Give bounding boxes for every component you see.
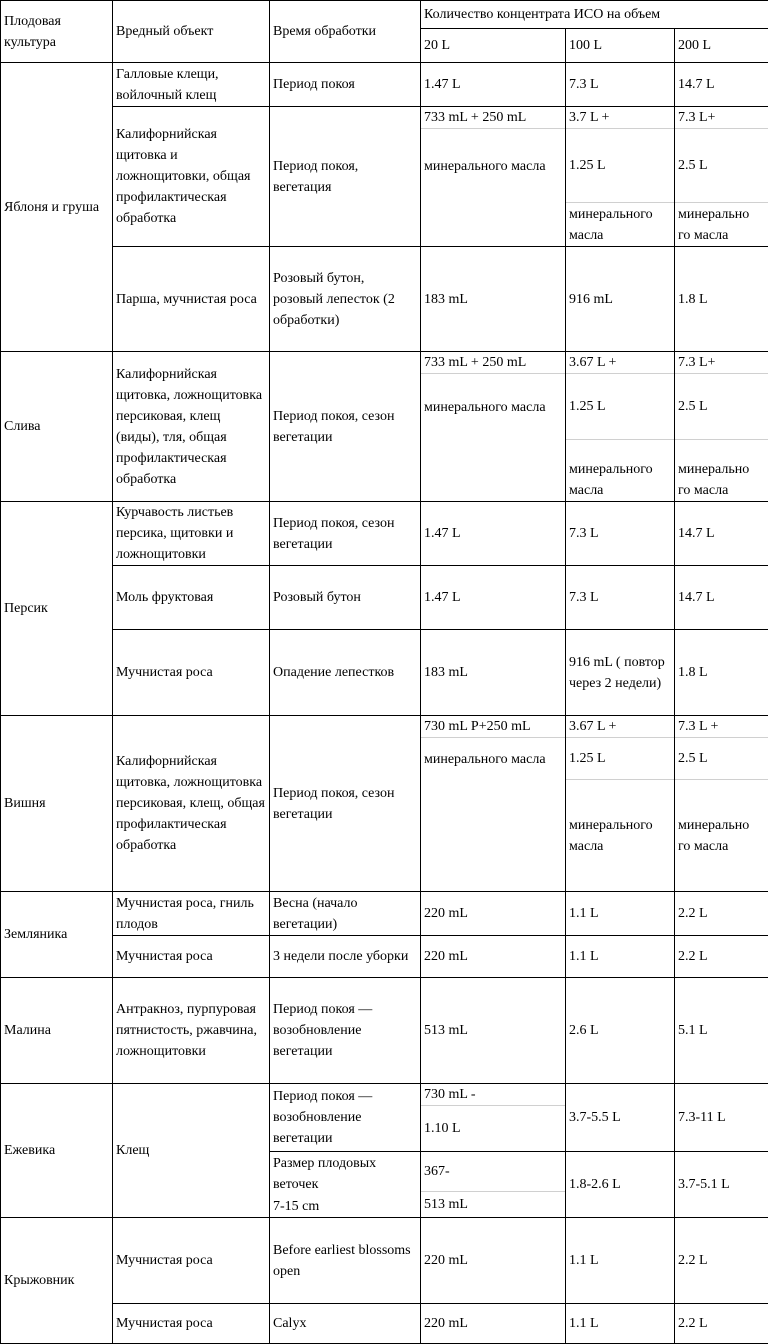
volume-100-oil-label: минерального масла xyxy=(566,440,674,501)
volume-20-cell: 183 mL xyxy=(421,247,566,352)
time-cell: Before earliest blossoms open xyxy=(270,1218,421,1304)
volume-20-cell: 220 mL xyxy=(421,892,566,936)
volume-200-base: 7.3 L+ xyxy=(675,107,768,129)
volume-200-base: 7.3 L + xyxy=(675,716,768,738)
volume-20-oil: минерального масла xyxy=(421,738,565,780)
pest-cell: Мучнистая роса xyxy=(113,1218,270,1304)
volume-200-oil-amount: 2.5 L xyxy=(675,129,768,203)
volume-20-cell xyxy=(421,1152,566,1218)
volume-20-cell: 220 mL xyxy=(421,1218,566,1304)
crop-cell: Земляника xyxy=(1,892,113,978)
time-cell: Розовый бутон, розовый лепесток (2 обработки) xyxy=(270,247,421,352)
volume-100-cell: 7.3 L xyxy=(566,566,675,630)
volume-200-cell: 2.2 L xyxy=(675,936,768,978)
volume-20-from: 730 mL - xyxy=(421,1084,565,1106)
time-cell: Период покоя xyxy=(270,63,421,107)
volume-20-to: 1.10 L xyxy=(421,1106,565,1151)
time-cell xyxy=(270,1152,421,1218)
table-row xyxy=(1,63,768,107)
time-cell: Период покоя — возобновление вегетации xyxy=(270,1084,421,1152)
volume-20-cell xyxy=(421,716,566,892)
header-crop: Плодовая культура xyxy=(1,1,113,63)
volume-200-cell: 2.2 L xyxy=(675,892,768,936)
pest-cell: Калифорнийская щитовка и ложнощитовки, общая профилактическая обработка xyxy=(113,107,270,247)
pest-cell: Мучнистая роса xyxy=(113,1304,270,1344)
volume-200-cell: 2.2 L xyxy=(675,1304,768,1344)
pest-cell: Курчавость листьев персика, щитовки и ложнощитовки xyxy=(113,502,270,566)
pest-cell: Парша, мучнистая роса xyxy=(113,247,270,352)
pest-cell: Мучнистая роса xyxy=(113,630,270,716)
volume-20-base: 733 mL + 250 mL xyxy=(421,352,565,374)
volume-200-cell: 14.7 L xyxy=(675,502,768,566)
time-cell: Опадение лепестков xyxy=(270,630,421,716)
volume-100-base: 3.67 L + xyxy=(566,352,674,374)
volume-200-cell: 7.3-11 L xyxy=(675,1084,768,1152)
table-row xyxy=(1,936,768,978)
volume-100-cell: 1.1 L xyxy=(566,892,675,936)
time-cell: Период покоя — возобновление вегетации xyxy=(270,978,421,1084)
volume-20-cell: 1.47 L xyxy=(421,566,566,630)
time-cell: Период покоя, сезон вегетации xyxy=(270,716,421,892)
volume-100-cell xyxy=(566,107,675,247)
crop-cell: Ежевика xyxy=(1,1084,113,1218)
pest-cell: Галловые клещи, войлочный клещ xyxy=(113,63,270,107)
crop-cell: Вишня xyxy=(1,716,113,892)
time-cell: Calyx xyxy=(270,1304,421,1344)
volume-20-cell: 220 mL xyxy=(421,1304,566,1344)
volume-20-spacer xyxy=(421,440,565,501)
volume-200-oil-label: минерально го масла xyxy=(675,780,768,891)
volume-20-cell: 183 mL xyxy=(421,630,566,716)
pest-cell: Антракноз, пурпуровая пятнистость, ржавчина, ложнощитовки xyxy=(113,978,270,1084)
volume-20-cell xyxy=(421,107,566,247)
volume-20-cell: 513 mL xyxy=(421,978,566,1084)
volume-20-to: 513 mL xyxy=(421,1192,565,1217)
pest-cell: Калифорнийская щитовка, ложнощитовка персиковая, клещ (виды), тля, общая профилактическая обработка xyxy=(113,352,270,502)
header-time: Время обработки xyxy=(270,1,421,63)
volume-200-cell: 2.2 L xyxy=(675,1218,768,1304)
volume-100-cell: 1.1 L xyxy=(566,1218,675,1304)
volume-20-oil: минерального масла xyxy=(421,374,565,440)
volume-200-cell xyxy=(675,352,768,502)
table-row xyxy=(1,247,768,352)
volume-100-cell: 2.6 L xyxy=(566,978,675,1084)
volume-100-oil-amount: 1.25 L xyxy=(566,738,674,780)
volume-200-cell xyxy=(675,716,768,892)
header-volume-20: 20 L xyxy=(421,29,566,63)
pest-cell: Мучнистая роса xyxy=(113,936,270,978)
volume-20-base: 733 mL + 250 mL xyxy=(421,107,565,129)
volume-20-oil: минерального масла xyxy=(421,129,565,203)
volume-200-oil-amount: 2.5 L xyxy=(675,738,768,780)
time-size: 7-15 cm xyxy=(270,1196,420,1217)
volume-200-cell: 5.1 L xyxy=(675,978,768,1084)
pest-cell: Клещ xyxy=(113,1084,270,1218)
table-row xyxy=(1,978,768,1084)
table-row xyxy=(1,502,768,566)
volume-100-cell: 1.8-2.6 L xyxy=(566,1152,675,1218)
volume-100-oil-label: минерального масла xyxy=(566,780,674,891)
volume-100-cell xyxy=(566,352,675,502)
table-row xyxy=(1,630,768,716)
volume-200-cell: 3.7-5.1 L xyxy=(675,1152,768,1218)
crop-cell: Персик xyxy=(1,502,113,716)
time-cell: Период покоя, сезон вегетации xyxy=(270,352,421,502)
volume-100-cell: 916 mL xyxy=(566,247,675,352)
table-row xyxy=(1,107,768,247)
volume-100-cell: 1.1 L xyxy=(566,1304,675,1344)
table-row xyxy=(1,352,768,502)
volume-200-oil-amount: 2.5 L xyxy=(675,374,768,440)
crop-cell: Крыжовник xyxy=(1,1218,113,1344)
volume-100-base: 3.7 L + xyxy=(566,107,674,129)
crop-cell: Малина xyxy=(1,978,113,1084)
table-row xyxy=(1,566,768,630)
volume-100-cell: 1.1 L xyxy=(566,936,675,978)
volume-100-cell xyxy=(566,716,675,892)
volume-20-spacer xyxy=(421,780,565,891)
time-cell: 3 недели после уборки xyxy=(270,936,421,978)
volume-200-base: 7.3 L+ xyxy=(675,352,768,374)
volume-200-cell: 14.7 L xyxy=(675,63,768,107)
volume-100-cell: 3.7-5.5 L xyxy=(566,1084,675,1152)
volume-200-cell: 14.7 L xyxy=(675,566,768,630)
volume-100-oil-amount: 1.25 L xyxy=(566,374,674,440)
volume-20-cell: 1.47 L xyxy=(421,63,566,107)
time-cell: Период покоя, вегетация xyxy=(270,107,421,247)
time-cell: Весна (начало вегетации) xyxy=(270,892,421,936)
time-label: Размер плодовых веточек xyxy=(270,1152,420,1196)
header-quantity: Количество концентрата ИСО на объем xyxy=(421,1,768,29)
volume-200-cell: 1.8 L xyxy=(675,247,768,352)
volume-20-cell: 1.47 L xyxy=(421,502,566,566)
volume-200-oil-label: минерально го масла xyxy=(675,203,768,246)
time-cell: Период покоя, сезон вегетации xyxy=(270,502,421,566)
pest-cell: Мучнистая роса, гниль плодов xyxy=(113,892,270,936)
volume-200-cell: 1.8 L xyxy=(675,630,768,716)
volume-20-cell: 220 mL xyxy=(421,936,566,978)
pest-cell: Калифорнийская щитовка, ложнощитовка персиковая, клещ, общая профилактическая обработка xyxy=(113,716,270,892)
table-row xyxy=(1,892,768,936)
volume-200-cell xyxy=(675,107,768,247)
table-row xyxy=(1,716,768,892)
volume-200-oil-label: минерально го масла xyxy=(675,440,768,501)
volume-100-oil-amount: 1.25 L xyxy=(566,129,674,203)
volume-20-spacer xyxy=(421,203,565,246)
header-volume-200: 200 L xyxy=(675,29,768,63)
volume-100-oil-label: минерального масла xyxy=(566,203,674,246)
crop-cell: Слива xyxy=(1,352,113,502)
crop-cell: Яблоня и груша xyxy=(1,63,113,352)
time-cell: Розовый бутон xyxy=(270,566,421,630)
volume-20-cell xyxy=(421,352,566,502)
volume-100-cell: 7.3 L xyxy=(566,502,675,566)
volume-100-base: 3.67 L + xyxy=(566,716,674,738)
pest-cell: Моль фруктовая xyxy=(113,566,270,630)
volume-100-cell: 916 mL ( повтор через 2 недели) xyxy=(566,630,675,716)
volume-20-from: 367- xyxy=(421,1152,565,1192)
volume-20-cell xyxy=(421,1084,566,1152)
header-volume-100: 100 L xyxy=(566,29,675,63)
header-pest: Вредный объект xyxy=(113,1,270,63)
table-row xyxy=(1,1084,768,1152)
table-row xyxy=(1,1304,768,1344)
volume-100-cell: 7.3 L xyxy=(566,63,675,107)
volume-20-base: 730 mL P+250 mL xyxy=(421,716,565,738)
table-row xyxy=(1,1218,768,1304)
